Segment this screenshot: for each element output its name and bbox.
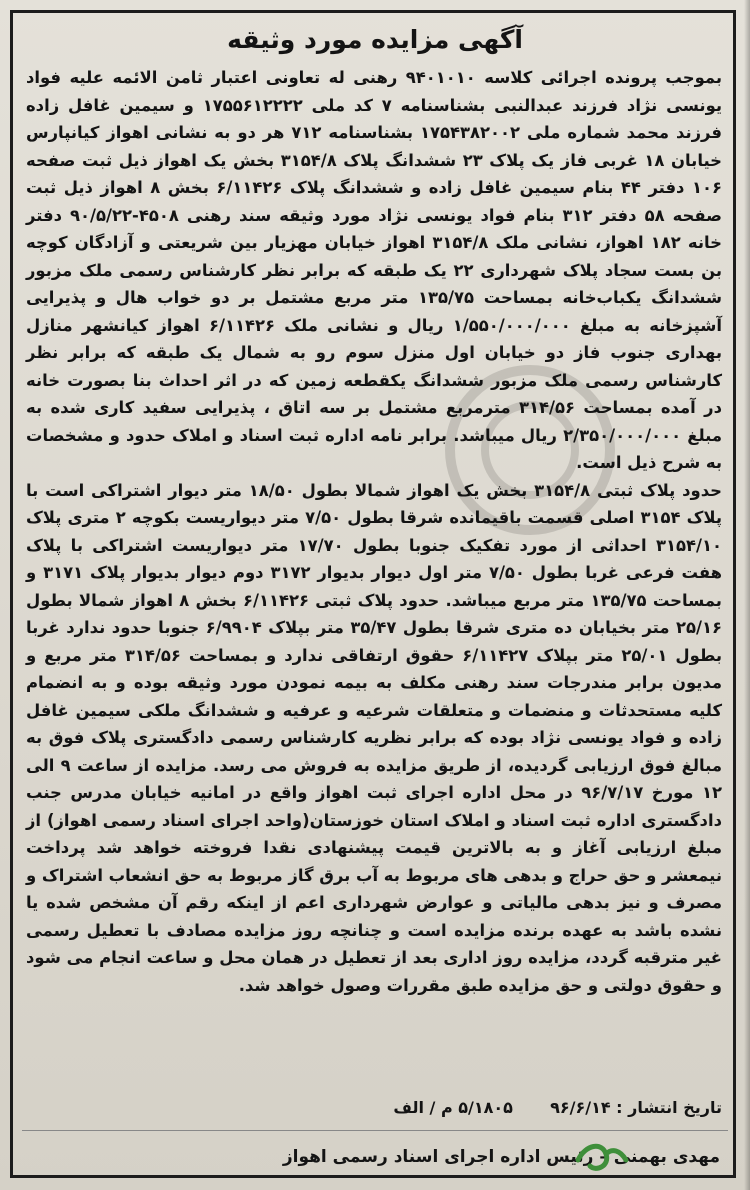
page-edge-shadow <box>744 0 750 1190</box>
reference-number: ۵/۱۸۰۵ م / الف <box>393 1098 513 1117</box>
notice-paragraph-2: حدود پلاک ثبتی ۳۱۵۴/۸ بخش یک اهواز شمالا بطول ۱۸/۵۰ متر دیوار اشتراکی است با پلاک ۳۱۵۴ اصلی قسمت باقیمانده شرقا بطول ۷/۵۰ متر دیواریست بکوچه ۲ متری پلاک ۳۱۵۴/۱۰ احداثی از مورد تفکیک جنوبا بطول ۱۷/۷۰ متر دیواریست اشتراکی با پلاک هفت فرعی غربا بطول ۷/۵۰ متر اول دیوار بدیوار ۳۱۷۲ دوم دیوار بدیوار پلاک ۳۱۷۱ و بمساحت ۱۳۵/۷۵ متر مربع میباشد. حدود پلاک ثبتی ۶/۱۱۴۲۶ بخش ۸ اهواز شمالا بطول ۲۵/۱۶ متر بخیابان ده متری شرقا بطول ۳۵/۴۷ متر بپلاک ۶/۹۹۰۴ جنوبا حدود ندارد غربا بطول ۲۵/۰۱ متر بپلاک ۶/۱۱۴۲۷ حقوق ارتفاقی ندارد و بمساحت ۳۱۴/۵۶ متر مربع و مدیون برابر مندرجات سند رهنی مکلف به بیمه نمودن مورد وثیقه بوده و به انضمام کلیه مستحدثات و منضمات و متعلقات شرعیه و عرفیه و ششدانگ ملکی سیمین غافل زاده و فواد یونسی نژاد بوده که برابر نظریه کارشناس رسمی دادگستری پلاک فوق به مبالغ فوق ارزیابی گردیده، از طریق مزایده به فروش می رسد. مزایده از ساعت ۹ الی ۱۲ مورخ ۹۶/۷/۱۷ در محل اداره اجرای ثبت اهواز واقع در امانیه خیابان مدرس جنب دادگستری اداره ثبت اسناد و املاک استان خوزستان(واحد اجرای اسناد رسمی اهواز) از مبلغ ارزیابی آغاز و به بالاترین قیمت پیشنهادی نقدا فروخته خواهد شد پرداخت نیمعشر و حق حراج و بدهی های مربوط به آب برق گاز مربوط به حق انشعاب اشتراک و مصرف و نیز بدهی مالیاتی و عوارض شهرداری اعم از اینکه رقم آن مشخص شده یا نشده باشد به عهده برنده مزایده است و چنانچه روز مزایده مصادف با تعطیل رسمی غیر مترقبه گردد، مزایده روز اداری بعد از تعطیل در همان محل و ساعت انجام می شود و حقوق دولتی و حق مزایده طبق مقررات وصول خواهد شد. <box>26 480 723 995</box>
notice-paragraph-1: بموجب پرونده اجرائی کلاسه ۹۴۰۱۰۱۰ رهنی له تعاونی اعتبار ثامن الائمه علیه فواد یونسی نژاد فرزند عبدالنبی بشناسنامه ۷ کد ملی ۱۷۵۵۶۱۲۲۲۲ و سیمین غافل زاده فرزند محمد شماره ملی ۱۷۵۴۳۸۲۰۰۲ بشناسنامه ۷۱۲ هر دو به نشانی اهواز کیانپارس خیابان ۱۸ غربی فاز یک پلاک ۲۳ ششدانگ پلاک ۳۱۵۴/۸ بخش یک اهواز ذیل ثبت صفحه ۱۰۶ دفتر ۴۴ بنام سیمین غافل زاده و ششدانگ پلاک ۶/۱۱۴۲۶ بخش ۸ اهواز ذیل ثبت صفحه ۵۸ دفتر ۳۱۲ بنام فواد یونسی نژاد مورد وثیقه سند رهنی ۴۵۰۸-۹۰/۵/۲۲ دفتر خانه ۱۸۲ اهواز، نشانی ملک ۳۱۵۴/۸ اهواز خیابان مهزیار بین شریعتی و آزادگان کوچه بن بست سجاد پلاک شهرداری ۲۲ یک طبقه که برابر نظر کارشناس رسمی ملک مزبور ششدانگ یکباب‌خانه بمساحت ۱۳۵/۷۵ متر مربع مشتمل بر دو خواب هال و پذیرایی آشپزخانه به مبلغ ۱/۵۵۰/۰۰۰/۰۰۰ ریال و نشانی ملک ۶/۱۱۴۲۶ اهواز کیانشهر منازل بهداری جنوب فاز دو خیابان اول منزل سوم رو به شمال یک طبقه که برابر نظر کارشناس رسمی ملک مزبور ششدانگ یکقطعه زمین که در اثر احداث بنا بصورت خانه در آمده بمساحت ۳۱۴/۵۶ مترمربع مشتمل بر سه اتاق ، پذیرایی سفید کاری شده به مبلغ ۲/۳۵۰/۰۰۰/۰۰۰ ریال میباشد. برابر نامه اداره ثبت اسناد و املاک حدود و مشخصات به شرح ذیل است. <box>26 68 723 472</box>
green-ink-mark-icon <box>572 1130 632 1178</box>
signature-line: مهدی بهمنی – رئیس اداره اجرای اسناد رسمی اهواز <box>282 1147 720 1167</box>
notice-title: آگهی مزایده مورد وثیقه <box>227 25 523 54</box>
publish-info <box>30 1093 722 1123</box>
publish-date: تاریخ انتشار : ۹۶/۶/۱۴ <box>550 1098 722 1117</box>
notice-body <box>26 64 722 999</box>
